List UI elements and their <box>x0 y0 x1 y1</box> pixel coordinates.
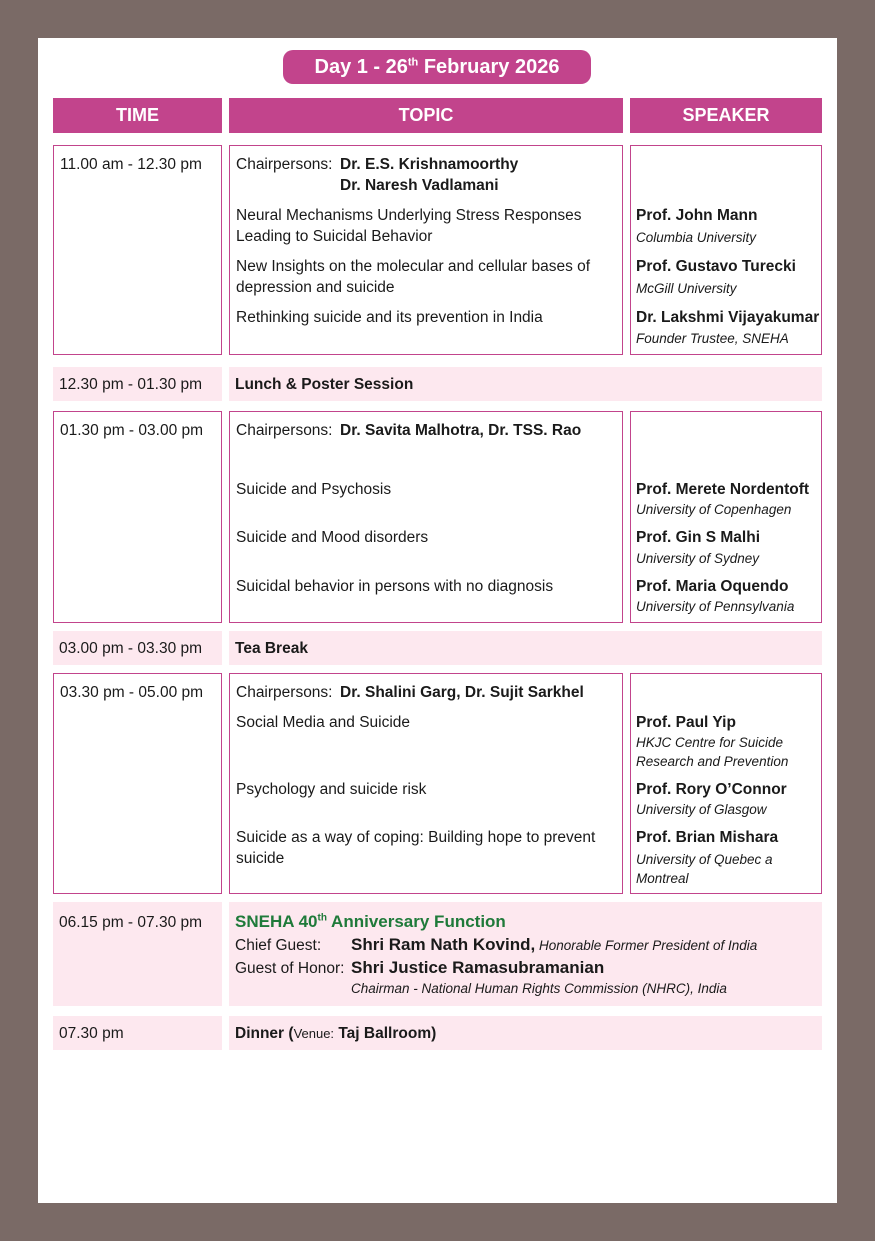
session2-time-cell <box>53 411 222 623</box>
session2-time: 01.30 pm - 03.00 pm <box>60 422 204 439</box>
speaker-name: Prof. Paul Yip <box>636 714 736 731</box>
lunch-label: Lunch & Poster Session <box>235 376 414 393</box>
speaker-affiliation: University of Copenhagen <box>636 502 792 517</box>
speaker-name: Prof. Gin S Malhi <box>636 529 761 546</box>
chairperson: Dr. E.S. Krishnamoorthy <box>340 156 519 173</box>
speaker-name: Prof. Maria Oquendo <box>636 578 789 595</box>
speaker-affiliation: Montreal <box>636 871 689 886</box>
speaker-name: Dr. Lakshmi Vijayakumar <box>636 309 820 326</box>
guest-of-honor: Shri Justice Ramasubramanian <box>351 958 605 977</box>
speaker-affiliation: University of Glasgow <box>636 802 767 817</box>
anniversary-time: 06.15 pm - 07.30 pm <box>59 914 203 931</box>
speaker-affiliation: Columbia University <box>636 230 757 245</box>
chief-guest-label: Chief Guest: <box>235 937 322 954</box>
dinner-topic-cell <box>229 1016 822 1050</box>
chair-label: Chairpersons: <box>236 422 333 439</box>
guest-of-honor-label: Guest of Honor: <box>235 960 345 977</box>
header-time: TIME <box>53 98 222 133</box>
talk-topic: Psychology and suicide risk <box>236 781 427 798</box>
program-page <box>38 38 837 1203</box>
speaker-name: Prof. Gustavo Turecki <box>636 258 796 275</box>
talk-topic: New Insights on the molecular and cellular bases of <box>236 258 591 275</box>
chairperson: Dr. Shalini Garg, Dr. Sujit Sarkhel <box>340 684 584 701</box>
anniversary-time-cell <box>53 902 222 1006</box>
tea-topic-cell <box>229 631 822 665</box>
speaker-name: Prof. Brian Mishara <box>636 829 779 846</box>
talk-topic: Social Media and Suicide <box>236 714 411 731</box>
dinner-time: 07.30 pm <box>59 1025 124 1042</box>
session1-topic-cell <box>229 145 623 355</box>
talk-topic: Suicide and Mood disorders <box>236 529 429 546</box>
header-topic: TOPIC <box>229 98 623 133</box>
speaker-affiliation: Founder Trustee, SNEHA <box>636 331 789 346</box>
session3-speaker-cell <box>630 673 822 894</box>
session3-time: 03.30 pm - 05.00 pm <box>60 684 204 701</box>
session1-time: 11.00 am - 12.30 pm <box>60 156 202 173</box>
tea-time-cell <box>53 631 222 665</box>
session3-time-cell <box>53 673 222 894</box>
chairperson: Dr. Savita Malhotra, Dr. TSS. Rao <box>340 422 582 439</box>
speaker-name: Prof. Merete Nordentoft <box>636 481 810 498</box>
talk-topic: Rethinking suicide and its prevention in India <box>236 309 543 326</box>
speaker-name: Prof. John Mann <box>636 207 758 224</box>
talk-topic: suicide <box>236 850 285 867</box>
speaker-affiliation: University of Pennsylvania <box>636 599 795 614</box>
speaker-affiliation: HKJC Centre for Suicide <box>636 735 784 750</box>
session1-speaker-cell <box>630 145 822 355</box>
speaker-affiliation: University of Quebec a <box>636 852 773 867</box>
speaker-affiliation: Research and Prevention <box>636 754 789 769</box>
tea-time: 03.00 pm - 03.30 pm <box>59 640 203 657</box>
tea-label: Tea Break <box>235 640 308 657</box>
chairperson: Dr. Naresh Vadlamani <box>340 177 499 194</box>
header-speaker: SPEAKER <box>630 98 822 133</box>
anniversary-title: SNEHA 40th Anniversary Function <box>235 912 506 931</box>
speaker-affiliation: University of Sydney <box>636 551 760 566</box>
chief-guest: Shri Ram Nath Kovind, Honorable Former President of India <box>351 935 758 954</box>
talk-topic: Suicidal behavior in persons with no diagnosis <box>236 578 554 595</box>
session2-topic-cell <box>229 411 623 623</box>
session2-speaker-cell <box>630 411 822 623</box>
chair-label: Chairpersons: <box>236 156 333 173</box>
session3-topic-cell <box>229 673 623 894</box>
lunch-time-cell <box>53 367 222 401</box>
talk-topic: Suicide as a way of coping: Building hope to prevent <box>236 829 596 846</box>
anniversary-topic-cell <box>229 902 822 1006</box>
chair-label: Chairpersons: <box>236 684 333 701</box>
guest-of-honor-role: Chairman - National Human Rights Commission (NHRC), India <box>351 981 727 996</box>
talk-topic: Neural Mechanisms Underlying Stress Responses <box>236 207 582 224</box>
speaker-name: Prof. Rory O’Connor <box>636 781 787 798</box>
speaker-affiliation: McGill University <box>636 281 737 296</box>
talk-topic: Leading to Suicidal Behavior <box>236 228 433 245</box>
day-title: Day 1 - 26th February 2026 <box>283 50 591 84</box>
talk-topic: depression and suicide <box>236 279 395 296</box>
dinner-time-cell <box>53 1016 222 1050</box>
lunch-topic-cell <box>229 367 822 401</box>
talk-topic: Suicide and Psychosis <box>236 481 392 498</box>
lunch-time: 12.30 pm - 01.30 pm <box>59 376 203 393</box>
session1-time-cell <box>53 145 222 355</box>
dinner-label: Dinner (Venue: Taj Ballroom) <box>235 1025 437 1042</box>
